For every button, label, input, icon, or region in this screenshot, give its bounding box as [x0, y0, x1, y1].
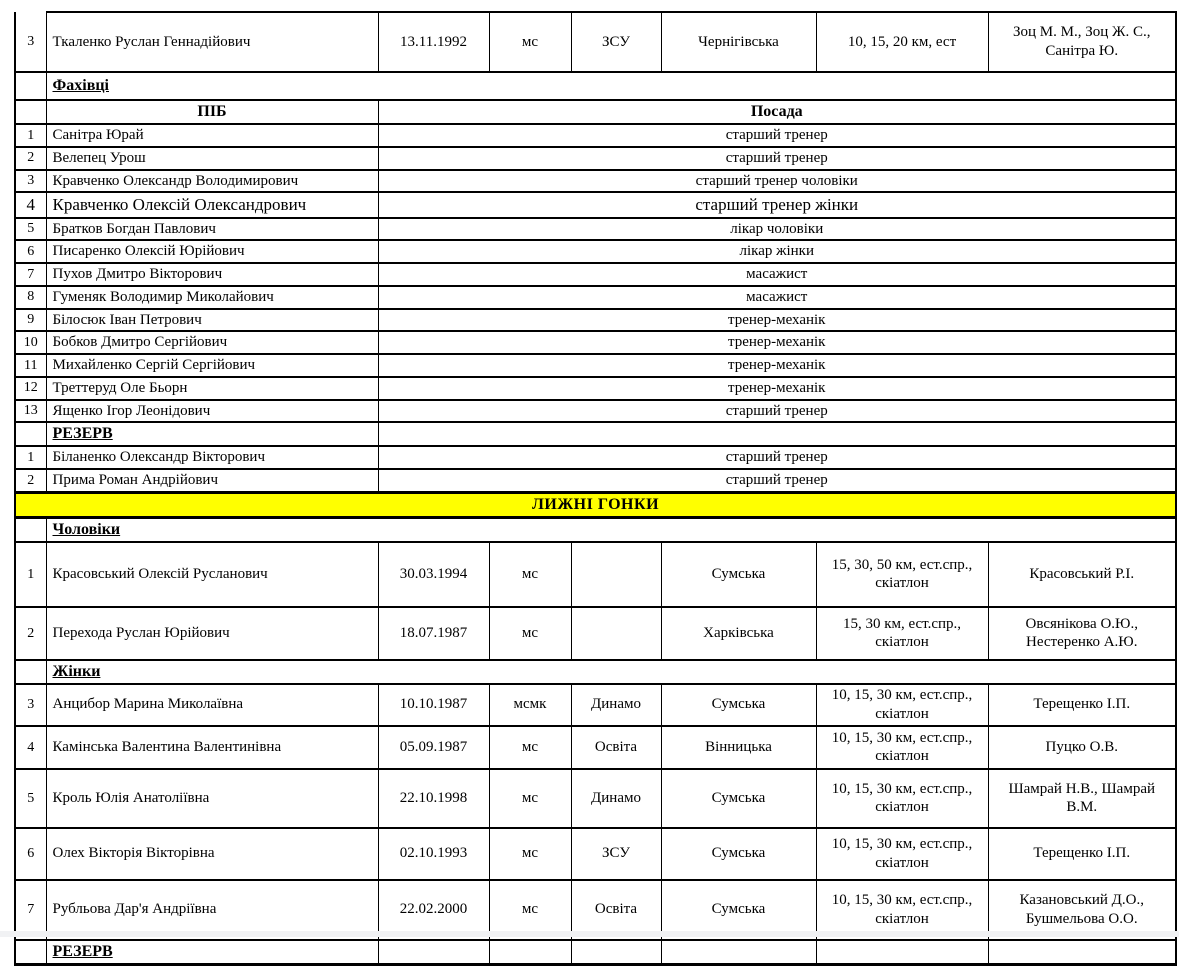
- reserve-title: РЕЗЕРВ: [46, 422, 378, 446]
- specialist-row: [15, 469, 1176, 492]
- row-number: 5: [15, 218, 46, 241]
- organization: [571, 542, 661, 607]
- organization: Освіта: [571, 726, 661, 769]
- specialist-name: Кравченко Олександр Володимирович: [46, 170, 378, 193]
- row-number: 1: [15, 124, 46, 147]
- athlete-name: Кроль Юлія Анатоліївна: [46, 769, 378, 828]
- specialist-position: тренер-механік: [378, 377, 1176, 400]
- specialist-row: [15, 147, 1176, 170]
- row-number: 6: [15, 828, 46, 880]
- row-number: 12: [15, 377, 46, 400]
- row-number: [15, 660, 46, 684]
- birth-date: 22.02.2000: [378, 880, 489, 940]
- row-number: 9: [15, 309, 46, 332]
- specialist-row: [15, 192, 1176, 217]
- row-number: 4: [15, 726, 46, 769]
- specialist-name: Треттеруд Оле Бьорн: [46, 377, 378, 400]
- personal-coaches: Овсянікова О.Ю., Нестеренко А.Ю.: [988, 607, 1176, 660]
- region: Харківська: [661, 607, 816, 660]
- empty-cell: [571, 940, 661, 965]
- specialist-name: Писаренко Олексій Юрійович: [46, 240, 378, 263]
- personal-coaches: Казановський Д.О., Бушмельова О.О.: [988, 880, 1176, 940]
- personal-coaches: Зоц М. М., Зоц Ж. С., Санітра Ю.: [988, 12, 1176, 72]
- athlete-name: Анцибор Марина Миколаївна: [46, 684, 378, 726]
- specialist-name: Санітра Юрай: [46, 124, 378, 147]
- row-number: 1: [15, 446, 46, 469]
- specialist-name: Біланенко Олександр Вікторович: [46, 446, 378, 469]
- sport-banner-title: ЛИЖНІ ГОНКИ: [15, 492, 1176, 517]
- personal-coaches: Шамрай Н.В., Шамрай В.М.: [988, 769, 1176, 828]
- birth-date: 30.03.1994: [378, 542, 489, 607]
- sport-rank: мс: [489, 542, 571, 607]
- specialist-row: [15, 218, 1176, 241]
- row-number: [15, 72, 46, 100]
- region: Сумська: [661, 828, 816, 880]
- specialist-position: старший тренер: [378, 400, 1176, 423]
- athlete-row: [15, 607, 1176, 660]
- sport-banner-row: [15, 492, 1176, 517]
- athlete-name: Ткаленко Руслан Геннадійович: [46, 12, 378, 72]
- specialists-header-row: [15, 100, 1176, 124]
- row-number: 2: [15, 469, 46, 492]
- region: Чернігівська: [661, 12, 816, 72]
- specialist-position: тренер-механік: [378, 331, 1176, 354]
- sport-rank: мс: [489, 828, 571, 880]
- athlete-row: [15, 726, 1176, 769]
- specialist-name: Михайленко Сергій Сергійович: [46, 354, 378, 377]
- specialist-name: Ященко Ігор Леонідович: [46, 400, 378, 423]
- organization: ЗСУ: [571, 828, 661, 880]
- reserve-label-row: [15, 422, 1176, 446]
- empty-cell: [378, 940, 489, 965]
- events: 10, 15, 30 км, ест.спр., скіатлон: [816, 726, 988, 769]
- personal-coaches: Терещенко І.П.: [988, 828, 1176, 880]
- birth-date: 18.07.1987: [378, 607, 489, 660]
- specialist-row: [15, 377, 1176, 400]
- specialist-row: [15, 124, 1176, 147]
- sport-rank: мс: [489, 726, 571, 769]
- specialist-position: старший тренер: [378, 469, 1176, 492]
- specialist-row: [15, 309, 1176, 332]
- row-number: 3: [15, 12, 46, 72]
- specialist-position: тренер-механік: [378, 354, 1176, 377]
- events: 10, 15, 30 км, ест.спр., скіатлон: [816, 684, 988, 726]
- column-header-name: ПІБ: [46, 100, 378, 124]
- sport-rank: мс: [489, 12, 571, 72]
- row-number: [15, 100, 46, 124]
- events: 10, 15, 30 км, ест.спр., скіатлон: [816, 880, 988, 940]
- specialist-position: старший тренер чоловіки: [378, 170, 1176, 193]
- organization: [571, 607, 661, 660]
- row-number: 6: [15, 240, 46, 263]
- athlete-row: [15, 828, 1176, 880]
- row-number: 2: [15, 607, 46, 660]
- specialist-position: старший тренер: [378, 147, 1176, 170]
- row-number: 13: [15, 400, 46, 423]
- men-section-label: Чоловіки: [46, 517, 1176, 542]
- athletes-roster-table: [14, 11, 1177, 966]
- region: Вінницька: [661, 726, 816, 769]
- specialist-name: Братков Богдан Павлович: [46, 218, 378, 241]
- specialist-name: Білосюк Іван Петрович: [46, 309, 378, 332]
- events: 10, 15, 20 км, ест: [816, 12, 988, 72]
- row-number: [15, 422, 46, 446]
- row-number: [15, 940, 46, 965]
- column-header-position: Посада: [378, 100, 1176, 124]
- region: Сумська: [661, 542, 816, 607]
- row-number: 2: [15, 147, 46, 170]
- events: 10, 15, 30 км, ест.спр., скіатлон: [816, 828, 988, 880]
- organization: Динамо: [571, 684, 661, 726]
- specialist-row: [15, 331, 1176, 354]
- specialist-row: [15, 263, 1176, 286]
- sport-rank: мс: [489, 607, 571, 660]
- empty-cell: [816, 940, 988, 965]
- women-section-label: Жінки: [46, 660, 1176, 684]
- row-number: 11: [15, 354, 46, 377]
- athlete-name: Камінська Валентина Валентинівна: [46, 726, 378, 769]
- gender-label-row: [15, 517, 1176, 542]
- empty-cell: [988, 940, 1176, 965]
- gender-label-row: [15, 660, 1176, 684]
- row-number: 4: [15, 192, 46, 217]
- specialist-name: Бобков Дмитро Сергійович: [46, 331, 378, 354]
- athlete-row: [15, 684, 1176, 726]
- specialist-position: тренер-механік: [378, 309, 1176, 332]
- sport-rank: мс: [489, 769, 571, 828]
- birth-date: 02.10.1993: [378, 828, 489, 880]
- region: Сумська: [661, 684, 816, 726]
- specialist-row: [15, 446, 1176, 469]
- events: 15, 30, 50 км, ест.спр., скіатлон: [816, 542, 988, 607]
- row-number: 3: [15, 170, 46, 193]
- specialist-position: старший тренер: [378, 124, 1176, 147]
- athlete-name: Перехода Руслан Юрійович: [46, 607, 378, 660]
- row-number: 7: [15, 263, 46, 286]
- row-number: 8: [15, 286, 46, 309]
- specialist-name: Прима Роман Андрійович: [46, 469, 378, 492]
- athlete-name: Олех Вікторія Вікторівна: [46, 828, 378, 880]
- specialist-position: лікар жінки: [378, 240, 1176, 263]
- athlete-row: [15, 769, 1176, 828]
- section-title-specialists: Фахівці: [46, 72, 1176, 100]
- row-number: [15, 517, 46, 542]
- specialist-row: [15, 400, 1176, 423]
- events: 10, 15, 30 км, ест.спр., скіатлон: [816, 769, 988, 828]
- sport-rank: мсмк: [489, 684, 571, 726]
- region: Сумська: [661, 880, 816, 940]
- empty-cell: [661, 940, 816, 965]
- birth-date: 10.10.1987: [378, 684, 489, 726]
- specialist-name: Велепец Урош: [46, 147, 378, 170]
- personal-coaches: Терещенко І.П.: [988, 684, 1176, 726]
- specialist-row: [15, 240, 1176, 263]
- organization: Освіта: [571, 880, 661, 940]
- page-bottom-edge: [0, 931, 1179, 937]
- section-row: [15, 72, 1176, 100]
- organization: Динамо: [571, 769, 661, 828]
- specialist-name: Пухов Дмитро Вікторович: [46, 263, 378, 286]
- personal-coaches: Красовський Р.І.: [988, 542, 1176, 607]
- row-number: 10: [15, 331, 46, 354]
- specialist-position: масажист: [378, 286, 1176, 309]
- birth-date: 13.11.1992: [378, 12, 489, 72]
- specialist-position: старший тренер жінки: [378, 192, 1176, 217]
- empty-cell: [378, 422, 1176, 446]
- organization: ЗСУ: [571, 12, 661, 72]
- specialist-row: [15, 286, 1176, 309]
- specialist-position: старший тренер: [378, 446, 1176, 469]
- athlete-name: Красовський Олексій Русланович: [46, 542, 378, 607]
- row-number: 1: [15, 542, 46, 607]
- row-number: 5: [15, 769, 46, 828]
- athlete-row: [15, 542, 1176, 607]
- row-number: 3: [15, 684, 46, 726]
- sport-rank: мс: [489, 880, 571, 940]
- region: Сумська: [661, 769, 816, 828]
- specialist-position: масажист: [378, 263, 1176, 286]
- birth-date: 22.10.1998: [378, 769, 489, 828]
- athlete-name: Рубльова Дар'я Андріївна: [46, 880, 378, 940]
- specialist-position: лікар чоловіки: [378, 218, 1176, 241]
- personal-coaches: Пуцко О.В.: [988, 726, 1176, 769]
- row-number: 7: [15, 880, 46, 940]
- empty-cell: [489, 940, 571, 965]
- reserve-title: РЕЗЕРВ: [46, 940, 378, 965]
- specialist-name: Гуменяк Володимир Миколайович: [46, 286, 378, 309]
- events: 15, 30 км, ест.спр., скіатлон: [816, 607, 988, 660]
- specialist-row: [15, 354, 1176, 377]
- reserve-label-row: [15, 940, 1176, 965]
- specialist-row: [15, 170, 1176, 193]
- athlete-row: [15, 12, 1176, 72]
- specialist-name: Кравченко Олексій Олександрович: [46, 192, 378, 217]
- birth-date: 05.09.1987: [378, 726, 489, 769]
